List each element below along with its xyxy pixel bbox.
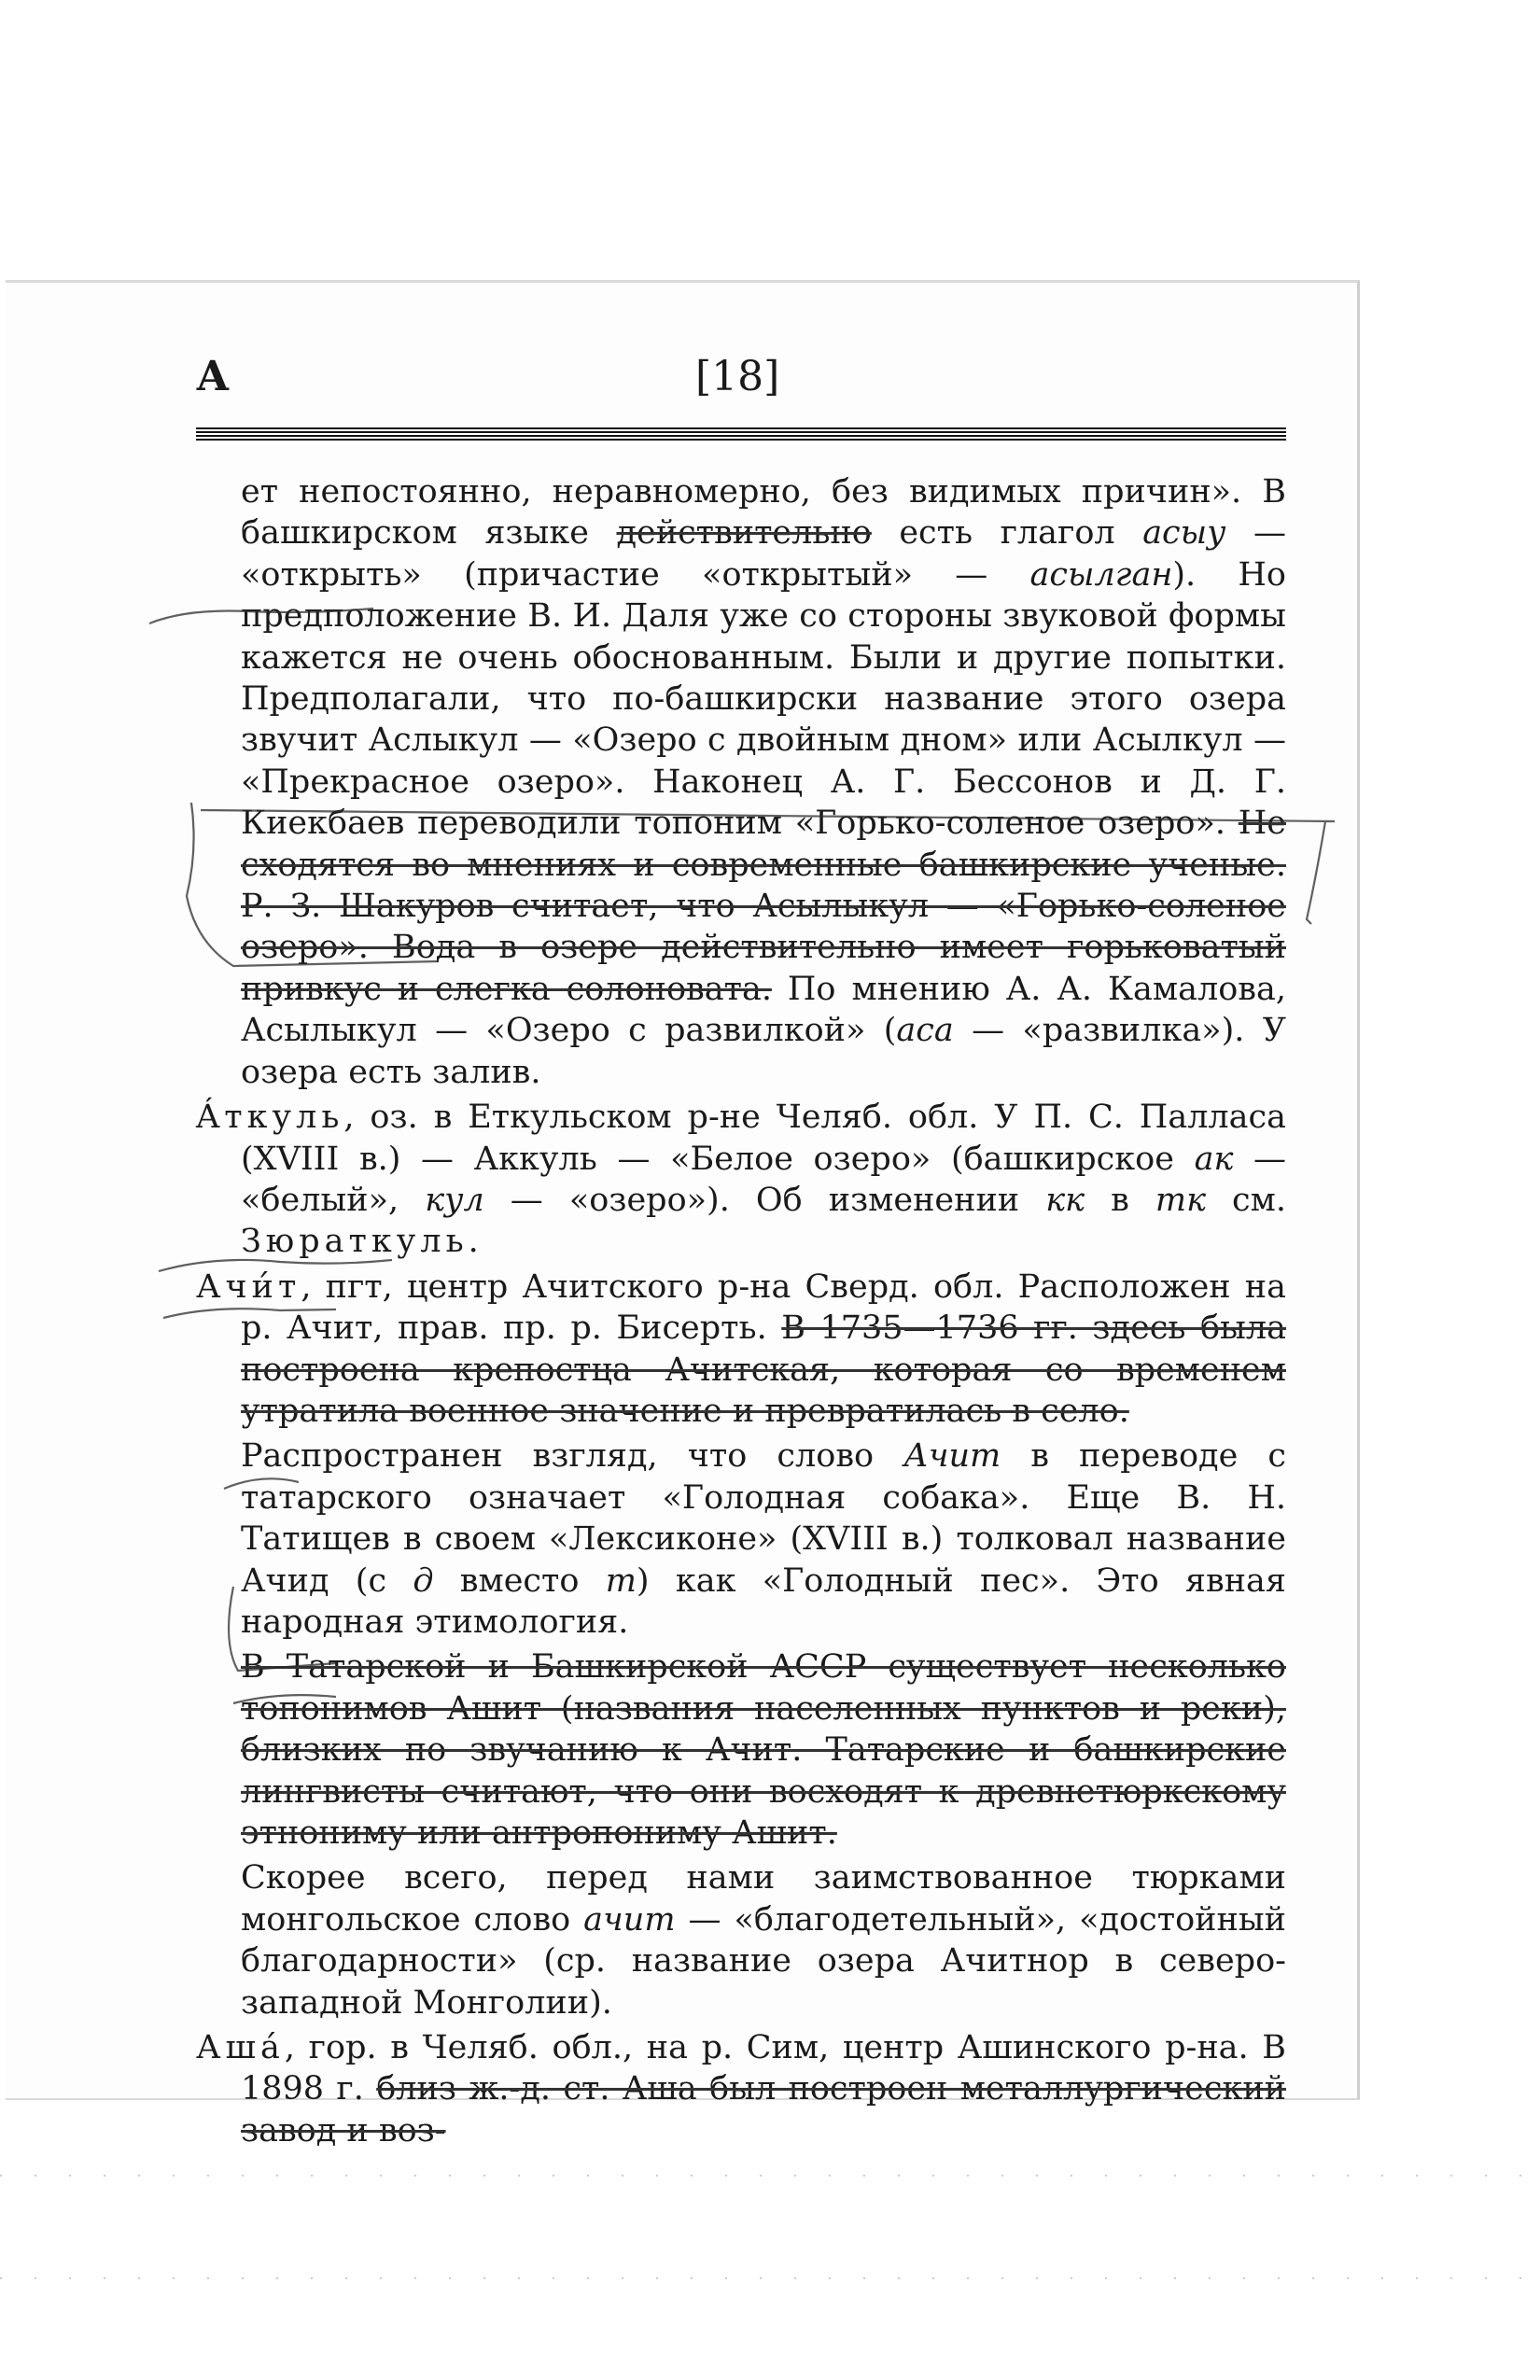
text-segment: асыу bbox=[1142, 514, 1226, 553]
text-segment: асылган bbox=[1029, 555, 1173, 594]
page-number: [18] bbox=[695, 353, 780, 400]
text-segment: см. bbox=[1205, 1181, 1286, 1219]
text-segment: , гор. в Челяб. обл., на р. Сим, центр Ашинского р-на. В 1898 г. bbox=[241, 2029, 1286, 2108]
text-segment: Скорее всего, перед нами заимствованное тюрками монгольское слово bbox=[241, 1859, 1286, 1939]
text-segment: В Татарской и Башкирской АССР существует несколько топонимов Ашит (названия населенных пунктов и реки), близких по звучанию к Ачит. Татарские и башкирские лингвисты считают, что они восходят к древнетюркскому этнониму или антропониму Ашит. bbox=[241, 1648, 1286, 1852]
entry-headword: Ачи́т bbox=[196, 1267, 301, 1306]
text-segment: Ачит bbox=[903, 1437, 1001, 1476]
section-letter: А bbox=[196, 353, 230, 400]
text-segment: ). Но предположение В. И. Даля уже со стороны звуковой формы кажется не очень обоснованным. Были и другие попытки. Предполагали, что по-башкирски название этого озера звучит Аслыкул — «Озеро с двойным дном» или Асылкул — «Прекрасное озеро». Наконец А. Г. Бессонов и Д. Г. Киекбаев переводили топоним «Горько-соленое озеро». bbox=[241, 555, 1286, 843]
text-segment: — «открыть» (причастие «открытый» — bbox=[241, 514, 1286, 594]
text-segment: действительно bbox=[616, 514, 872, 553]
text-segment: д bbox=[413, 1561, 434, 1600]
text-segment: , пгт, центр Ачитского р-на Сверд. обл. Расположен на р. Ачит, прав. пр. р. Бисерть. bbox=[241, 1267, 1286, 1348]
text-segment: — «озеро»). Об изменении bbox=[483, 1181, 1046, 1219]
text-segment: ачит bbox=[583, 1900, 676, 1939]
text-segment: т bbox=[605, 1561, 637, 1600]
text-segment: близ ж.-д. ст. Аша был построен металлургический завод и воз- bbox=[241, 2070, 1286, 2149]
paragraph bbox=[196, 1435, 1286, 1643]
text-segment: есть глагол bbox=[871, 514, 1143, 553]
text-segment: ) как «Голодный пес». Это явная народная этимология. bbox=[241, 1561, 1286, 1641]
header-rule bbox=[196, 427, 1286, 441]
entry-headword: Зюраткуль bbox=[241, 1223, 469, 1261]
text-segment: вместо bbox=[433, 1561, 606, 1600]
scan-specks bbox=[0, 2277, 1540, 2279]
entry-headword: Áткуль bbox=[196, 1099, 344, 1137]
paragraph bbox=[196, 471, 1286, 1093]
text-segment: тк bbox=[1155, 1181, 1206, 1219]
body-text bbox=[196, 471, 1286, 2151]
paragraph bbox=[196, 1646, 1286, 1854]
text-segment: в переводе с татарского означает «Голодная собака». Еще В. Н. Татищев в своем «Лексиконе» (XVIII в.) толковал название Ачид (с bbox=[241, 1437, 1286, 1600]
text-segment: В 1735—1736 гг. здесь была построена крепостца Ачитская, которая со временем утратила военное значение и превратилась в село. bbox=[241, 1309, 1286, 1430]
text-segment: — «развилка»). У озера есть залив. bbox=[241, 1012, 1287, 1091]
entry-headword: Аша́ bbox=[196, 2029, 285, 2067]
paragraph bbox=[196, 1857, 1286, 2023]
text-segment: в bbox=[1085, 1181, 1155, 1219]
text-segment: кк bbox=[1045, 1181, 1085, 1219]
dictionary-entry bbox=[196, 1267, 1286, 1433]
text-segment: , оз. в Еткульском р-не Челяб. обл. У П. С. Палласа (XVIII в.) — Аккуль — «Белое озеро» (башкирское bbox=[241, 1099, 1286, 1178]
text-segment: аса bbox=[896, 1012, 954, 1050]
dictionary-entry bbox=[196, 1097, 1286, 1263]
dictionary-entry bbox=[196, 2027, 1286, 2151]
text-segment: — «благодетельный», «достойный благодарности» (ср. название озера Ачитнор в северо-западной Монголии). bbox=[241, 1900, 1286, 2022]
text-segment: — «белый», bbox=[241, 1140, 1286, 1219]
text-segment: Распространен взгляд, что слово bbox=[241, 1437, 904, 1476]
text-segment: ак bbox=[1194, 1140, 1234, 1178]
scan-specks bbox=[0, 2175, 1540, 2177]
text-segment: Не сходятся во мнениях и современные башкирские ученые. Р. З. Шакуров считает, что Асылыкул — «Горько-соленое озеро». Вода в озере действительно имеет горьковатый привкус и слегка солоновата. bbox=[241, 805, 1286, 1008]
text-segment: кул bbox=[425, 1181, 484, 1219]
text-segment: ет непостоянно, неравномерно, без видимых причин». В башкирском языке bbox=[241, 473, 1286, 553]
text-segment: . bbox=[468, 1223, 479, 1261]
text-segment: По мнению А. А. Камалова, Асылыкул — «Озеро с развилкой» ( bbox=[241, 970, 1286, 1050]
